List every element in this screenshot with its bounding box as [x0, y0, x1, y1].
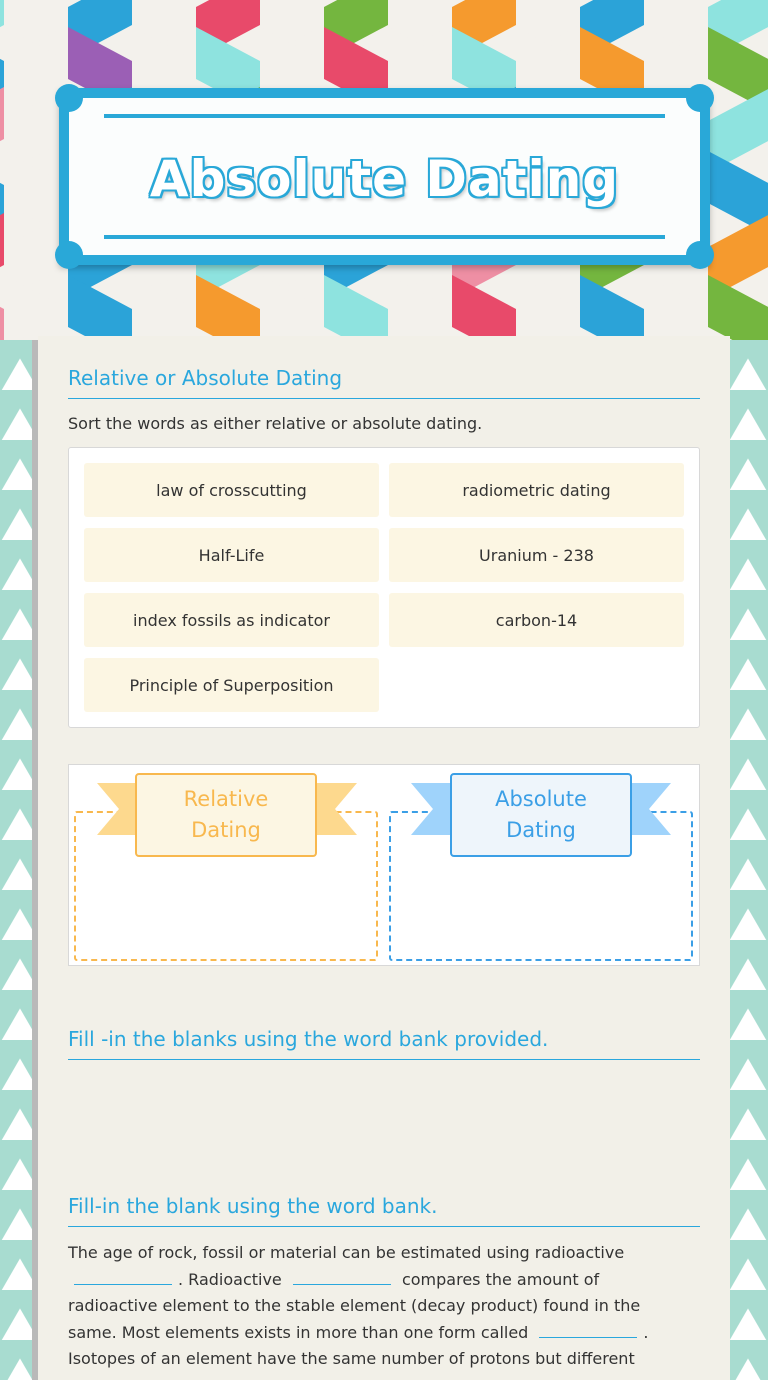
title-rule-bottom — [104, 235, 665, 239]
card-corner — [55, 84, 83, 112]
side-pattern-left — [0, 340, 40, 1380]
relative-label-line1: Relative — [183, 787, 269, 811]
sort-section-title: Relative or Absolute Dating — [68, 366, 700, 399]
sort-instruction: Sort the words as either relative or absolute dating. — [68, 414, 483, 433]
relative-category-label — [135, 773, 317, 857]
side-pattern-right — [728, 340, 768, 1380]
blank-input[interactable] — [293, 1270, 391, 1285]
fill1-section-title: Fill -in the blanks using the word bank provided. — [68, 1027, 700, 1060]
page-title: Absolute Dating — [149, 150, 620, 208]
fill2-section-title: Fill-in the blank using the word bank. — [68, 1194, 700, 1227]
paragraph-text: The age of rock, fossil or material can be estimated using radioactive — [68, 1243, 625, 1262]
word-tile[interactable]: Uranium - 238 — [389, 528, 684, 582]
relative-label-line2: Dating — [191, 818, 261, 842]
paragraph-text: . Radioactive — [178, 1269, 282, 1289]
paragraph-text: compares the amount of radioactive element to the stable element (decay product) found in the same. Most elements exists in more than one form called — [68, 1269, 641, 1342]
absolute-category-label — [450, 773, 632, 857]
word-tile[interactable]: Half-Life — [84, 528, 379, 582]
header-banner — [0, 0, 768, 358]
word-tile[interactable]: carbon-14 — [389, 593, 684, 647]
card-corner — [686, 84, 714, 112]
word-bank — [68, 447, 700, 728]
title-card-inner — [69, 98, 700, 255]
blank-input[interactable] — [539, 1323, 637, 1338]
word-tile[interactable]: radiometric dating — [389, 463, 684, 517]
card-corner — [55, 241, 83, 269]
absolute-label-line1: Absolute — [495, 787, 587, 811]
title-card — [59, 88, 710, 265]
fill-paragraph — [68, 1240, 668, 1373]
paragraph-text: . Isotopes of an element have the same number of protons but different — [68, 1322, 649, 1368]
card-corner — [686, 241, 714, 269]
absolute-label-line2: Dating — [506, 818, 576, 842]
worksheet — [38, 336, 730, 1380]
title-rule-top — [104, 114, 665, 118]
word-tile[interactable]: Principle of Superposition — [84, 658, 379, 712]
word-tile[interactable]: law of crosscutting — [84, 463, 379, 517]
word-tile[interactable]: index fossils as indicator — [84, 593, 379, 647]
blank-input[interactable] — [74, 1270, 172, 1285]
sort-area — [68, 764, 700, 966]
